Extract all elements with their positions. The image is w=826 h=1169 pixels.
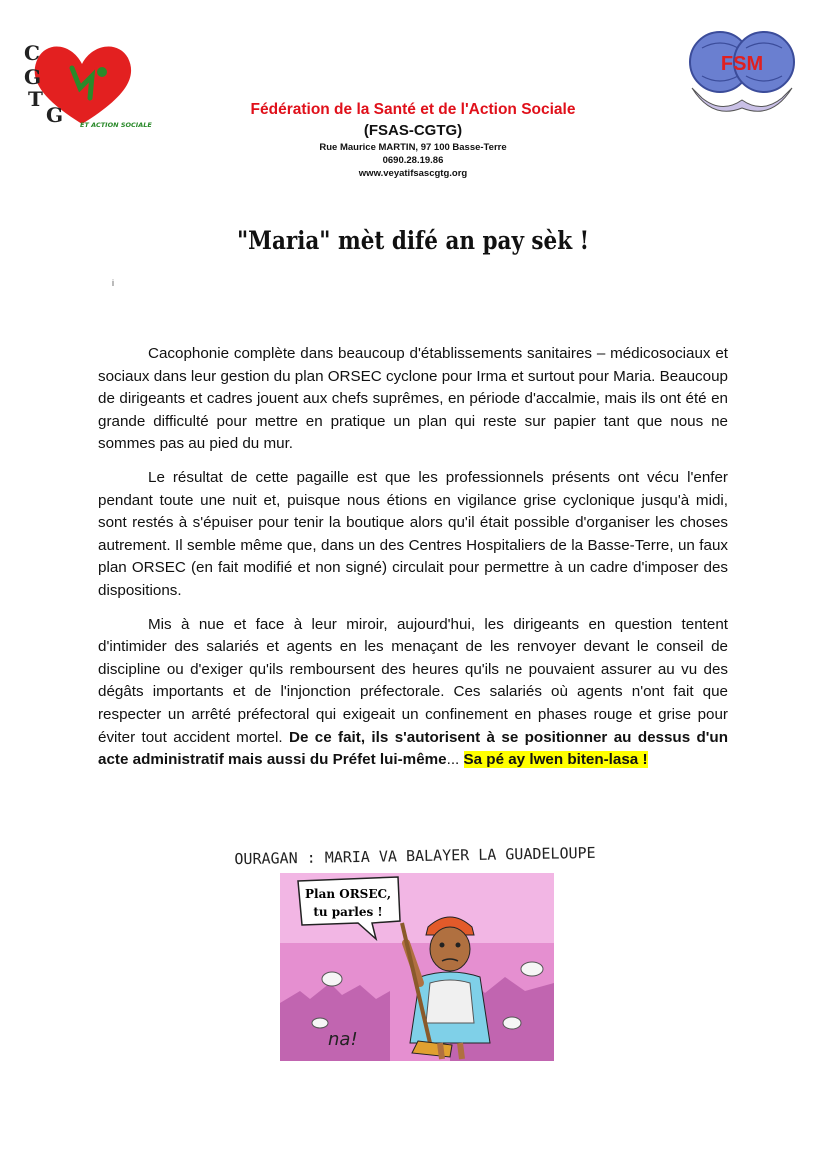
paragraph-3-ellipsis: ... bbox=[446, 751, 460, 769]
document-title: "Maria" mèt difé an pay sèk ! bbox=[236, 226, 590, 255]
cartoon-caption bbox=[234, 840, 596, 870]
speech-bubble-line-2: tu parles ! bbox=[313, 905, 383, 919]
paragraph-3-bold: De ce fait, ils s'autorisent à se positionner au dessus d'un acte administratif mais aussi du Préfet lui-même bbox=[98, 728, 728, 769]
fsm-logo-text: FSM bbox=[720, 53, 764, 75]
fsm-logo bbox=[682, 28, 802, 123]
organization-phone: 0690.28.19.86 bbox=[382, 155, 444, 166]
organization-website: www.veyatifsascgtg.org bbox=[358, 168, 468, 179]
cartoon-illustration bbox=[280, 873, 554, 1061]
document-body bbox=[98, 343, 728, 783]
highlighted-slogan: Sa pé ay lwen biten-lasa ! bbox=[463, 751, 648, 769]
logo-letter-g2: G bbox=[46, 103, 64, 127]
logo-letter-c: C bbox=[24, 41, 40, 65]
letterhead bbox=[170, 100, 656, 180]
cgtg-logo bbox=[20, 38, 150, 130]
organization-address: Rue Maurice MARTIN, 97 100 Basse-Terre bbox=[319, 142, 507, 153]
paragraph-3-text: Mis à nue et face à leur miroir, aujourd'hui, les dirigeants en question tentent d'intimider des salariés et agents en les menaçant de les renvoyer devant le conseil de discipline ou d'exiger qu'ils remboursent des heures qu'ils ne pouvaient assurer au vu des dégâts importants et de l'injonction préfectorale. Ces salariés où agents n'ont fait que respecter un arrêté préfectoral qui exigeait un confinement en phases rouge et grise pour éviter tout accident mortel. bbox=[98, 615, 728, 746]
stray-mark: i bbox=[112, 278, 114, 288]
organization-name: Fédération de la Santé et de l'Action Sociale bbox=[250, 101, 576, 118]
speech-bubble-line-1: Plan ORSEC, bbox=[304, 887, 392, 901]
logo-letter-t: T bbox=[28, 87, 43, 111]
logo-tagline: ET ACTION SOCIALE bbox=[80, 121, 152, 129]
paragraph-3 bbox=[98, 614, 728, 772]
paragraph-1: Cacophonie complète dans beaucoup d'établissements sanitaires – médicosociaux et sociaux dans leur gestion du plan ORSEC cyclone pour Irma et surtout pour Maria. Beaucoup de dirigeants et cadres jouent aux chefs suprêmes, en période d'accalmie, mais ils ont été en grande difficulté pour mettre en pratique un plan qui reste sur papier tant que nous ne sommes pas au pied du mur. bbox=[98, 345, 728, 453]
organization-acronym: (FSAS-CGTG) bbox=[363, 122, 463, 139]
logo-letter-g1: G bbox=[24, 65, 42, 89]
paragraph-2: Le résultat de cette pagaille est que les professionnels présents ont vécu l'enfer pendant toute une nuit et, puisque nous étions en vigilance grise cyclonique jusqu'à midi, sont restés à s'épuiser pour tenir la boutique alors qu'il était possible d'organiser les choses autrement. Il semble même que, dans un des Centres Hospitaliers de la Basse-Terre, un faux plan ORSEC (en fait modifié et non signé) circulait pour permettre à un cadre d'imposer des dispositions. bbox=[98, 468, 728, 599]
cartoonist-signature: na! bbox=[328, 1029, 358, 1050]
cartoon-caption-text: OURAGAN : MARIA VA BALAYER LA GUADELOUPE bbox=[234, 843, 596, 869]
